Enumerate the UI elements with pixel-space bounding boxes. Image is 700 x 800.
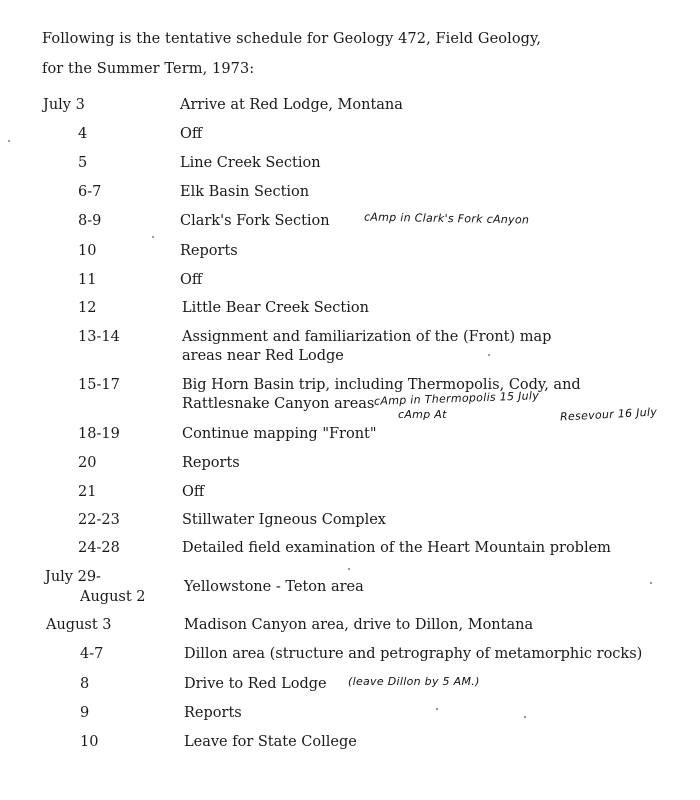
schedule-description-continued: Rattlesnake Canyon areas <box>182 396 375 412</box>
schedule-description: Little Bear Creek Section <box>182 300 369 316</box>
scan-speck <box>650 582 652 584</box>
schedule-description: Off <box>182 484 205 500</box>
intro-line-1: Following is the tentative schedule for Geology 472, Field Geology, <box>42 31 542 47</box>
handwritten-note: cAmp in Clark's Fork cAnyon <box>363 210 530 227</box>
schedule-date: 18-19 <box>78 426 120 442</box>
scan-speck <box>436 708 438 710</box>
schedule-description: Reports <box>182 455 240 471</box>
schedule-date-continued: August 2 <box>80 589 146 605</box>
schedule-date: 6-7 <box>78 184 102 200</box>
schedule-description: Arrive at Red Lodge, Montana <box>180 97 403 113</box>
schedule-description: Reports <box>180 243 238 259</box>
schedule-description: Detailed field examination of the Heart Mountain problem <box>182 540 611 556</box>
schedule-description: Leave for State College <box>184 734 357 750</box>
schedule-description: Assignment and familiarization of the (Front) map <box>182 329 552 345</box>
schedule-description: Line Creek Section <box>180 155 321 171</box>
schedule-date: 15-17 <box>78 377 120 393</box>
schedule-date: 22-23 <box>78 512 120 528</box>
schedule-description: Reports <box>184 705 242 721</box>
schedule-date: 13-14 <box>78 329 120 345</box>
schedule-description: Drive to Red Lodge <box>184 676 327 692</box>
schedule-date: 10 <box>78 243 97 259</box>
schedule-date: 4-7 <box>80 646 104 662</box>
scan-speck <box>348 568 350 570</box>
intro-text <box>42 24 541 84</box>
scan-speck <box>524 716 526 718</box>
intro-line-2: for the Summer Term, 1973: <box>42 61 255 77</box>
schedule-date: July 3 <box>43 97 85 113</box>
schedule-description: Stillwater Igneous Complex <box>182 512 386 528</box>
schedule-date: 5 <box>78 155 88 171</box>
schedule-description: Off <box>180 272 203 288</box>
schedule-date: August 3 <box>46 617 112 633</box>
handwritten-note: cAmp in Thermopolis 15 July <box>373 389 540 408</box>
schedule-description: Clark's Fork Section <box>180 213 330 229</box>
schedule-date: 9 <box>80 705 90 721</box>
handwritten-note: (leave Dillon by 5 AM.) <box>348 675 480 688</box>
schedule-date: 20 <box>78 455 97 471</box>
schedule-date: 10 <box>80 734 99 750</box>
schedule-description: Dillon area (structure and petrography of metamorphic rocks) <box>184 646 643 662</box>
schedule-date: 21 <box>78 484 97 500</box>
schedule-date: 4 <box>78 126 88 142</box>
schedule-description: Big Horn Basin trip, including Thermopolis, Cody, and <box>182 377 581 393</box>
schedule-description: Yellowstone - Teton area <box>184 579 364 595</box>
scan-speck <box>488 354 490 356</box>
schedule-description: Continue mapping "Front" <box>182 426 377 442</box>
scan-speck <box>152 236 154 238</box>
handwritten-note: Resevour 16 July <box>559 405 658 424</box>
schedule-date: 12 <box>78 300 97 316</box>
schedule-date: 24-28 <box>78 540 120 556</box>
schedule-description-continued: areas near Red Lodge <box>182 348 344 364</box>
schedule-description: Elk Basin Section <box>180 184 310 200</box>
scan-speck <box>8 140 10 142</box>
schedule-date: July 29- <box>45 569 101 585</box>
schedule-description: Madison Canyon area, drive to Dillon, Montana <box>184 617 534 633</box>
schedule-date: 8-9 <box>78 213 102 229</box>
handwritten-note: cAmp At <box>398 408 447 421</box>
schedule-date: 11 <box>78 272 97 288</box>
schedule-date: 8 <box>80 676 90 692</box>
schedule-description: Off <box>180 126 203 142</box>
